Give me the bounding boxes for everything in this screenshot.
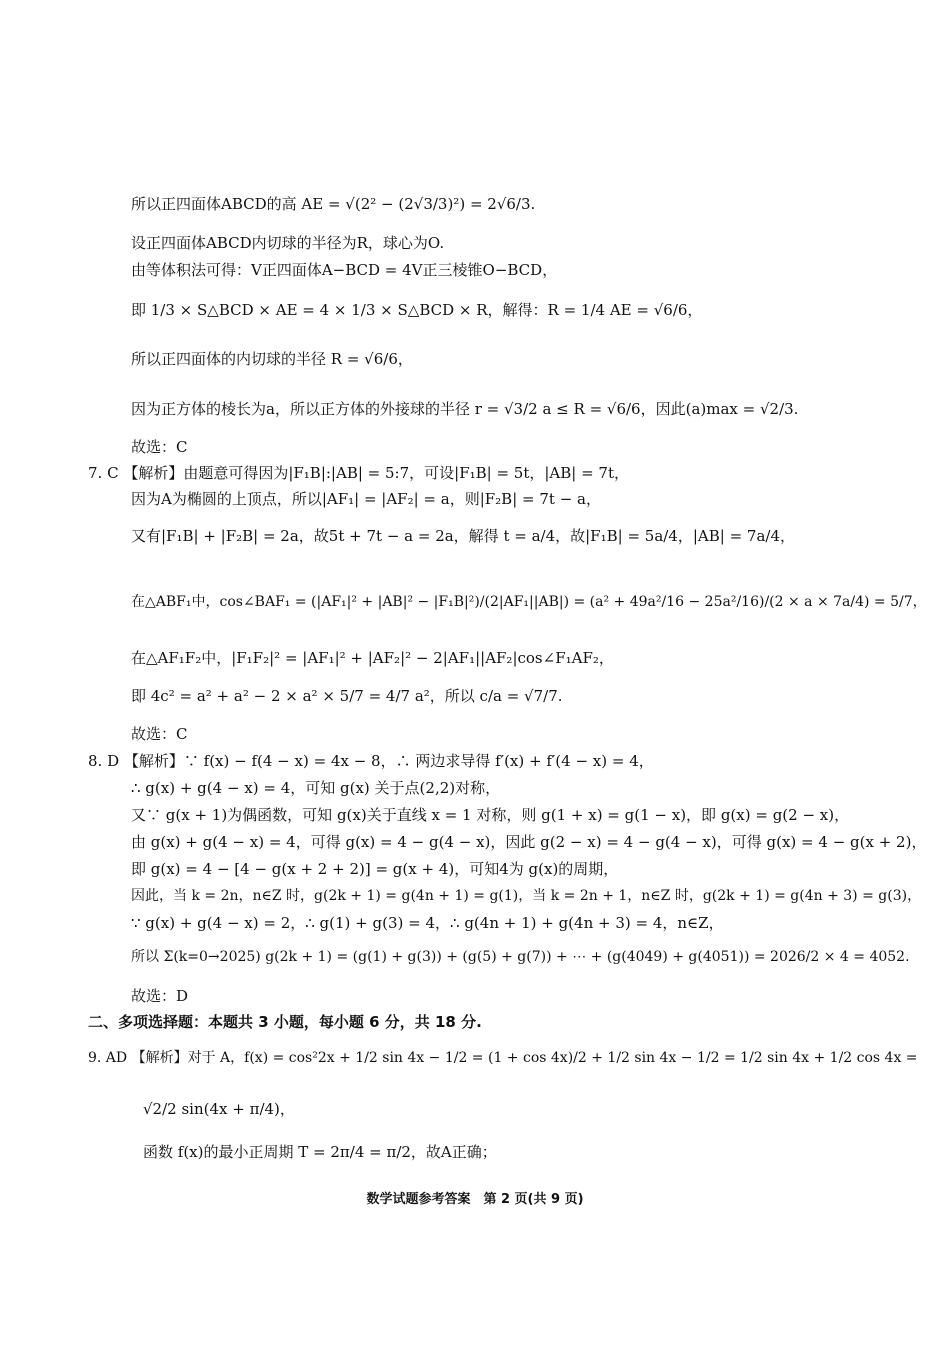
text-line: 因此，当 k = 2n，n∈Z 时，g(2k + 1) = g(4n + 1) = g(1)，当 k = 2n + 1，n∈Z 时，g(2k + 1) = g(4n + 3) = g(3)， <box>131 888 922 904</box>
page-footer: 数学试题参考答案 第 2 页(共 9 页) <box>366 1192 584 1207</box>
section-heading: 二、多项选择题：本题共 3 小题，每小题 6 分，共 18 分. <box>88 1013 482 1031</box>
text-line: 即 g(x) = 4 − [4 − g(x + 2 + 2)] = g(x + 4)，可知4为 g(x)的周期， <box>131 860 619 878</box>
text-line: 所以 Σ(k=0→2025) g(2k + 1) = (g(1) + g(3)) + (g(5) + g(7)) + ⋯ + (g(4049) + g(4051)) = 2026/2 × 4 = 4052. <box>131 949 910 965</box>
text-line: 即 4c² = a² + a² − 2 × a² × 5/7 = 4/7 a²，所以 c/a = √7/7. <box>131 687 563 705</box>
text-line: 故选：C <box>131 725 188 743</box>
text-line: 函数 f(x)的最小正周期 T = 2π/4 = π/2，故A正确； <box>143 1143 497 1161</box>
text-line: 又有|F₁B| + |F₂B| = 2a，故5t + 7t − a = 2a，解得 t = a/4，故|F₁B| = 5a/4，|AB| = 7a/4， <box>131 527 796 545</box>
text-line: √2/2 sin(4x + π/4)， <box>143 1100 295 1118</box>
text-line: 设正四面体ABCD内切球的半径为R，球心为O. <box>131 234 445 252</box>
question-7-line: 7. C 【解析】由题意可得因为|F₁B|:|AB| = 5:7，可设|F₁B| = 5t，|AB| = 7t， <box>88 464 630 482</box>
text-line: 在△AF₁F₂中，|F₁F₂|² = |AF₁|² + |AF₂|² − 2|AF₁||AF₂|cos∠F₁AF₂， <box>131 649 614 667</box>
text-line: 由等体积法可得：V正四面体A−BCD = 4V正三棱锥O−BCD， <box>131 261 558 279</box>
text-line: 所以正四面体ABCD的高 AE = √(2² − (2√3/3)²) = 2√6/3. <box>131 195 536 213</box>
text-line: 即 1/3 × S△BCD × AE = 4 × 1/3 × S△BCD × R，解得：R = 1/4 AE = √6/6， <box>131 301 703 319</box>
text-line: 在△ABF₁中，cos∠BAF₁ = (|AF₁|² + |AB|² − |F₁B|²)/(2|AF₁||AB|) = (a² + 49a²/16 − 25a²/16)/(2 × a × 7a/4) = 5/7， <box>131 594 927 610</box>
text-line: ∵ g(x) + g(4 − x) = 2，∴ g(1) + g(3) = 4，∴ g(4n + 1) + g(4n + 3) = 4，n∈Z， <box>131 914 724 932</box>
text-line: ∴ g(x) + g(4 − x) = 4，可知 g(x) 关于点(2,2)对称， <box>131 779 501 797</box>
text-line: 所以正四面体的内切球的半径 R = √6/6， <box>131 350 413 368</box>
text-line: 由 g(x) + g(4 − x) = 4，可得 g(x) = 4 − g(4 − x)，因此 g(2 − x) = 4 − g(4 − x)，可得 g(x) = 4 − g(x + 2)， <box>131 833 927 851</box>
text-line: 又∵ g(x + 1)为偶函数，可知 g(x)关于直线 x = 1 对称，则 g(1 + x) = g(1 − x)，即 g(x) = g(2 − x)， <box>131 806 850 824</box>
question-8-line: 8. D 【解析】∵ f(x) − f(4 − x) = 4x − 8，∴ 两边求导得 f′(x) + f′(4 − x) = 4， <box>88 752 654 770</box>
text-line: 因为A为椭圆的上顶点，所以|AF₁| = |AF₂| = a，则|F₂B| = 7t − a， <box>131 490 601 508</box>
text-line: 故选：C <box>131 438 188 456</box>
question-9-line: 9. AD 【解析】对于 A，f(x) = cos²2x + 1/2 sin 4x − 1/2 = (1 + cos 4x)/2 + 1/2 sin 4x − 1/2 = 1/2 sin 4x + 1/2 cos 4x = <box>88 1050 918 1066</box>
text-line: 故选：D <box>131 987 189 1005</box>
text-line: 因为正方体的棱长为a，所以正方体的外接球的半径 r = √3/2 a ≤ R = √6/6，因此(a)max = √2/3. <box>131 400 799 418</box>
